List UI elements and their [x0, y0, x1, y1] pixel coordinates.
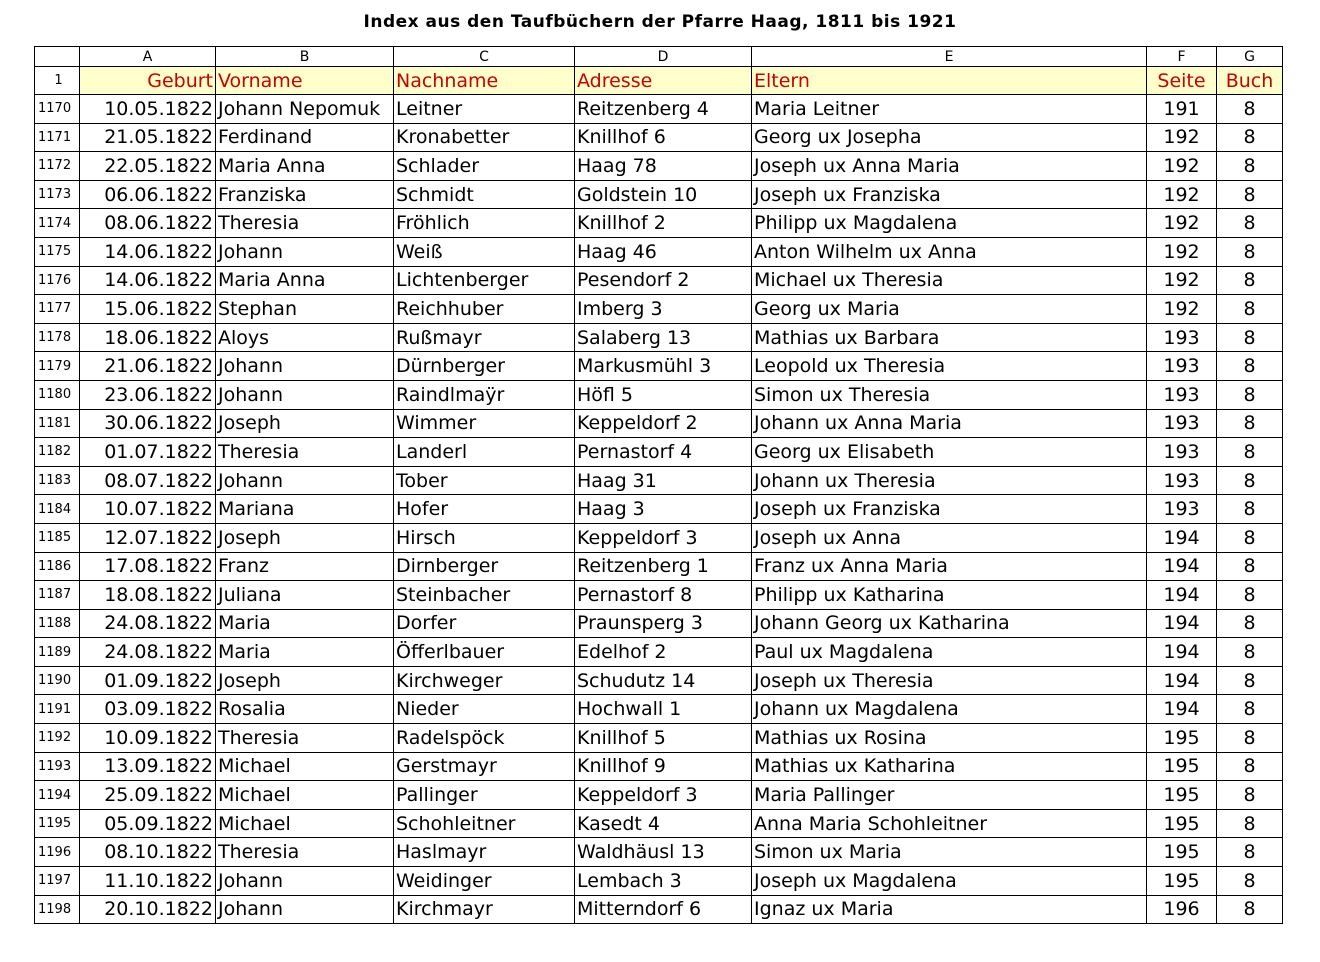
cell-buch[interactable]: 8 [1217, 609, 1283, 638]
cell-nachname[interactable]: Radelspöck [394, 724, 575, 753]
cell-nachname[interactable]: Kirchmayr [394, 895, 575, 924]
cell-buch[interactable]: 8 [1217, 666, 1283, 695]
table-row [35, 266, 1283, 295]
cell-adresse[interactable]: Reitzenberg 4 [575, 95, 752, 124]
cell-eltern[interactable]: Joseph ux Franziska [752, 180, 1147, 209]
cell-eltern[interactable]: Joseph ux Magdalena [752, 867, 1147, 896]
cell-nachname[interactable]: Dorfer [394, 609, 575, 638]
cell-vorname[interactable]: Michael [216, 781, 394, 810]
row-number[interactable]: 1179 [35, 352, 80, 381]
cell-adresse[interactable]: Pesendorf 2 [575, 266, 752, 295]
cell-nachname[interactable]: Steinbacher [394, 581, 575, 610]
cell-adresse[interactable]: Pernastorf 4 [575, 438, 752, 467]
row-number[interactable]: 1177 [35, 295, 80, 324]
cell-vorname[interactable]: Rosalia [216, 695, 394, 724]
cell-eltern[interactable]: Joseph ux Anna Maria [752, 152, 1147, 181]
row-number[interactable]: 1175 [35, 237, 80, 266]
cell-buch[interactable]: 8 [1217, 237, 1283, 266]
cell-buch[interactable]: 8 [1217, 523, 1283, 552]
cell-nachname[interactable]: Dirnberger [394, 552, 575, 581]
cell-adresse[interactable]: Edelhof 2 [575, 638, 752, 667]
header-seite[interactable]: Seite [1147, 67, 1217, 95]
cell-buch[interactable]: 8 [1217, 838, 1283, 867]
cell-vorname[interactable]: Theresia [216, 209, 394, 238]
cell-adresse[interactable]: Knillhof 2 [575, 209, 752, 238]
table-row [35, 409, 1283, 438]
cell-buch[interactable]: 8 [1217, 209, 1283, 238]
cell-buch[interactable]: 8 [1217, 552, 1283, 581]
cell-vorname[interactable]: Maria [216, 638, 394, 667]
cell-nachname[interactable]: Hirsch [394, 523, 575, 552]
cell-seite[interactable]: 195 [1147, 752, 1217, 781]
cell-buch[interactable]: 8 [1217, 752, 1283, 781]
cell-vorname[interactable]: Franziska [216, 180, 394, 209]
cell-eltern[interactable]: Mathias ux Barbara [752, 323, 1147, 352]
cell-geburt[interactable]: 14.06.1822 [80, 237, 216, 266]
cell-seite[interactable]: 194 [1147, 695, 1217, 724]
cell-vorname[interactable]: Mariana [216, 495, 394, 524]
cell-adresse[interactable]: Höfl 5 [575, 380, 752, 409]
column-header-d[interactable]: D [575, 47, 752, 67]
cell-geburt[interactable]: 08.07.1822 [80, 466, 216, 495]
row-number[interactable]: 1196 [35, 838, 80, 867]
table-row [35, 838, 1283, 867]
cell-seite[interactable]: 193 [1147, 466, 1217, 495]
cell-geburt[interactable]: 08.10.1822 [80, 838, 216, 867]
cell-adresse[interactable]: Haag 31 [575, 466, 752, 495]
table-row [35, 495, 1283, 524]
cell-seite[interactable]: 194 [1147, 666, 1217, 695]
cell-nachname[interactable]: Weidinger [394, 867, 575, 896]
cell-eltern[interactable]: Michael ux Theresia [752, 266, 1147, 295]
row-number[interactable]: 1190 [35, 666, 80, 695]
cell-nachname[interactable]: Schmidt [394, 180, 575, 209]
row-number[interactable]: 1192 [35, 724, 80, 753]
table-row [35, 552, 1283, 581]
cell-adresse[interactable]: Hochwall 1 [575, 695, 752, 724]
spreadsheet-table [34, 46, 1283, 924]
cell-vorname[interactable]: Theresia [216, 724, 394, 753]
cell-adresse[interactable]: Keppeldorf 3 [575, 523, 752, 552]
cell-geburt[interactable]: 14.06.1822 [80, 266, 216, 295]
cell-vorname[interactable]: Johann [216, 867, 394, 896]
cell-buch[interactable]: 8 [1217, 809, 1283, 838]
cell-vorname[interactable]: Johann [216, 895, 394, 924]
cell-seite[interactable]: 195 [1147, 781, 1217, 810]
table-row [35, 123, 1283, 152]
cell-buch[interactable]: 8 [1217, 295, 1283, 324]
header-vorname[interactable]: Vorname [216, 67, 394, 95]
cell-geburt[interactable]: 01.07.1822 [80, 438, 216, 467]
cell-eltern[interactable]: Philipp ux Katharina [752, 581, 1147, 610]
cell-buch[interactable]: 8 [1217, 466, 1283, 495]
cell-geburt[interactable]: 12.07.1822 [80, 523, 216, 552]
cell-geburt[interactable]: 10.07.1822 [80, 495, 216, 524]
cell-eltern[interactable]: Johann Georg ux Katharina [752, 609, 1147, 638]
cell-adresse[interactable]: Knillhof 9 [575, 752, 752, 781]
column-header-b[interactable]: B [216, 47, 394, 67]
table-row [35, 609, 1283, 638]
cell-nachname[interactable]: Fröhlich [394, 209, 575, 238]
row-number[interactable]: 1194 [35, 781, 80, 810]
column-header-a[interactable]: A [80, 47, 216, 67]
cell-seite[interactable]: 194 [1147, 609, 1217, 638]
cell-buch[interactable]: 8 [1217, 695, 1283, 724]
cell-vorname[interactable]: Johann [216, 380, 394, 409]
row-number[interactable]: 1195 [35, 809, 80, 838]
cell-geburt[interactable]: 10.05.1822 [80, 95, 216, 124]
cell-adresse[interactable]: Salaberg 13 [575, 323, 752, 352]
cell-vorname[interactable]: Johann [216, 237, 394, 266]
cell-geburt[interactable]: 22.05.1822 [80, 152, 216, 181]
cell-geburt[interactable]: 15.06.1822 [80, 295, 216, 324]
cell-adresse[interactable]: Keppeldorf 3 [575, 781, 752, 810]
cell-seite[interactable]: 194 [1147, 552, 1217, 581]
cell-geburt[interactable]: 24.08.1822 [80, 638, 216, 667]
cell-geburt[interactable]: 23.06.1822 [80, 380, 216, 409]
cell-seite[interactable]: 192 [1147, 237, 1217, 266]
row-number[interactable]: 1185 [35, 523, 80, 552]
cell-seite[interactable]: 192 [1147, 209, 1217, 238]
table-row [35, 895, 1283, 924]
cell-adresse[interactable]: Haag 46 [575, 237, 752, 266]
table-row [35, 152, 1283, 181]
cell-seite[interactable]: 194 [1147, 523, 1217, 552]
cell-eltern[interactable]: Anna Maria Schohleitner [752, 809, 1147, 838]
row-number[interactable]: 1197 [35, 867, 80, 896]
table-row [35, 237, 1283, 266]
table-row [35, 466, 1283, 495]
column-header-f[interactable]: F [1147, 47, 1217, 67]
cell-nachname[interactable]: Rußmayr [394, 323, 575, 352]
cell-vorname[interactable]: Juliana [216, 581, 394, 610]
cell-eltern[interactable]: Maria Pallinger [752, 781, 1147, 810]
cell-geburt[interactable]: 24.08.1822 [80, 609, 216, 638]
cell-geburt[interactable]: 03.09.1822 [80, 695, 216, 724]
cell-buch[interactable]: 8 [1217, 867, 1283, 896]
cell-adresse[interactable]: Kasedt 4 [575, 809, 752, 838]
cell-buch[interactable]: 8 [1217, 781, 1283, 810]
cell-adresse[interactable]: Knillhof 6 [575, 123, 752, 152]
cell-adresse[interactable]: Imberg 3 [575, 295, 752, 324]
header-eltern[interactable]: Eltern [752, 67, 1147, 95]
row-number[interactable]: 1191 [35, 695, 80, 724]
cell-eltern[interactable]: Franz ux Anna Maria [752, 552, 1147, 581]
cell-nachname[interactable]: Leitner [394, 95, 575, 124]
cell-vorname[interactable]: Maria Anna [216, 152, 394, 181]
column-header-e[interactable]: E [752, 47, 1147, 67]
cell-buch[interactable]: 8 [1217, 409, 1283, 438]
cell-adresse[interactable]: Goldstein 10 [575, 180, 752, 209]
cell-nachname[interactable]: Kirchweger [394, 666, 575, 695]
cell-vorname[interactable]: Maria Anna [216, 266, 394, 295]
cell-vorname[interactable]: Joseph [216, 409, 394, 438]
cell-buch[interactable]: 8 [1217, 724, 1283, 753]
cell-eltern[interactable]: Johann ux Magdalena [752, 695, 1147, 724]
cell-buch[interactable]: 8 [1217, 438, 1283, 467]
cell-buch[interactable]: 8 [1217, 323, 1283, 352]
cell-nachname[interactable]: Lichtenberger [394, 266, 575, 295]
row-number[interactable]: 1171 [35, 123, 80, 152]
row-number[interactable]: 1188 [35, 609, 80, 638]
cell-seite[interactable]: 195 [1147, 867, 1217, 896]
cell-seite[interactable]: 192 [1147, 123, 1217, 152]
cell-adresse[interactable]: Mitterndorf 6 [575, 895, 752, 924]
table-row [35, 180, 1283, 209]
cell-seite[interactable]: 193 [1147, 409, 1217, 438]
cell-adresse[interactable]: Reitzenberg 1 [575, 552, 752, 581]
cell-eltern[interactable]: Joseph ux Franziska [752, 495, 1147, 524]
cell-eltern[interactable]: Maria Leitner [752, 95, 1147, 124]
cell-buch[interactable]: 8 [1217, 895, 1283, 924]
cell-adresse[interactable]: Markusmühl 3 [575, 352, 752, 381]
cell-seite[interactable]: 193 [1147, 323, 1217, 352]
cell-adresse[interactable]: Praunsperg 3 [575, 609, 752, 638]
row-number[interactable]: 1198 [35, 895, 80, 924]
table-row [35, 352, 1283, 381]
table-row [35, 781, 1283, 810]
row-number[interactable]: 1181 [35, 409, 80, 438]
cell-nachname[interactable]: Öfferlbauer [394, 638, 575, 667]
cell-adresse[interactable]: Pernastorf 8 [575, 581, 752, 610]
cell-seite[interactable]: 193 [1147, 495, 1217, 524]
cell-buch[interactable]: 8 [1217, 638, 1283, 667]
cell-vorname[interactable]: Franz [216, 552, 394, 581]
cell-geburt[interactable]: 11.10.1822 [80, 867, 216, 896]
cell-eltern[interactable]: Ignaz ux Maria [752, 895, 1147, 924]
cell-eltern[interactable]: Paul ux Magdalena [752, 638, 1147, 667]
cell-seite[interactable]: 193 [1147, 352, 1217, 381]
table-row [35, 295, 1283, 324]
cell-buch[interactable]: 8 [1217, 352, 1283, 381]
cell-buch[interactable]: 8 [1217, 495, 1283, 524]
cell-eltern[interactable]: Georg ux Josepha [752, 123, 1147, 152]
cell-geburt[interactable]: 20.10.1822 [80, 895, 216, 924]
cell-nachname[interactable]: Raindlmaÿr [394, 380, 575, 409]
row-number[interactable]: 1182 [35, 438, 80, 467]
cell-seite[interactable]: 195 [1147, 838, 1217, 867]
cell-buch[interactable]: 8 [1217, 581, 1283, 610]
row-number[interactable]: 1180 [35, 380, 80, 409]
cell-buch[interactable]: 8 [1217, 152, 1283, 181]
cell-vorname[interactable]: Stephan [216, 295, 394, 324]
cell-nachname[interactable]: Kronabetter [394, 123, 575, 152]
cell-adresse[interactable]: Waldhäusl 13 [575, 838, 752, 867]
cell-eltern[interactable]: Philipp ux Magdalena [752, 209, 1147, 238]
cell-eltern[interactable]: Mathias ux Rosina [752, 724, 1147, 753]
cell-seite[interactable]: 192 [1147, 180, 1217, 209]
cell-vorname[interactable]: Joseph [216, 523, 394, 552]
corner-cell[interactable] [35, 47, 80, 67]
cell-seite[interactable]: 193 [1147, 380, 1217, 409]
table-row [35, 752, 1283, 781]
cell-adresse[interactable]: Knillhof 5 [575, 724, 752, 753]
row-number[interactable]: 1170 [35, 95, 80, 124]
cell-seite[interactable]: 194 [1147, 581, 1217, 610]
cell-buch[interactable]: 8 [1217, 266, 1283, 295]
cell-eltern[interactable]: Mathias ux Katharina [752, 752, 1147, 781]
row-number[interactable]: 1184 [35, 495, 80, 524]
cell-seite[interactable]: 192 [1147, 266, 1217, 295]
table-row [35, 809, 1283, 838]
cell-eltern[interactable]: Georg ux Elisabeth [752, 438, 1147, 467]
cell-eltern[interactable]: Georg ux Maria [752, 295, 1147, 324]
table-row [35, 380, 1283, 409]
column-letter-row [35, 47, 1283, 67]
table-row [35, 323, 1283, 352]
cell-vorname[interactable]: Theresia [216, 438, 394, 467]
row-number[interactable]: 1186 [35, 552, 80, 581]
row-number[interactable]: 1189 [35, 638, 80, 667]
cell-nachname[interactable]: Haslmayr [394, 838, 575, 867]
cell-eltern[interactable]: Anton Wilhelm ux Anna [752, 237, 1147, 266]
row-number[interactable]: 1172 [35, 152, 80, 181]
cell-eltern[interactable]: Johann ux Anna Maria [752, 409, 1147, 438]
cell-seite[interactable]: 196 [1147, 895, 1217, 924]
table-row [35, 695, 1283, 724]
cell-geburt[interactable]: 08.06.1822 [80, 209, 216, 238]
cell-geburt[interactable]: 13.09.1822 [80, 752, 216, 781]
table-row [35, 438, 1283, 467]
cell-geburt[interactable]: 18.06.1822 [80, 323, 216, 352]
cell-nachname[interactable]: Wimmer [394, 409, 575, 438]
cell-seite[interactable]: 195 [1147, 809, 1217, 838]
cell-eltern[interactable]: Johann ux Theresia [752, 466, 1147, 495]
cell-seite[interactable]: 195 [1147, 724, 1217, 753]
cell-geburt[interactable]: 30.06.1822 [80, 409, 216, 438]
cell-geburt[interactable]: 18.08.1822 [80, 581, 216, 610]
row-number[interactable]: 1187 [35, 581, 80, 610]
table-row [35, 666, 1283, 695]
cell-geburt[interactable]: 05.09.1822 [80, 809, 216, 838]
row-number[interactable]: 1176 [35, 266, 80, 295]
header-nachname[interactable]: Nachname [394, 67, 575, 95]
cell-geburt[interactable]: 01.09.1822 [80, 666, 216, 695]
cell-vorname[interactable]: Ferdinand [216, 123, 394, 152]
cell-nachname[interactable]: Weiß [394, 237, 575, 266]
cell-seite[interactable]: 192 [1147, 295, 1217, 324]
cell-nachname[interactable]: Dürnberger [394, 352, 575, 381]
header-buch[interactable]: Buch [1217, 67, 1283, 95]
cell-vorname[interactable]: Michael [216, 752, 394, 781]
cell-vorname[interactable]: Michael [216, 809, 394, 838]
page-title: Index aus den Taufbüchern der Pfarre Haag, 1811 bis 1921 [363, 12, 957, 32]
cell-nachname[interactable]: Gerstmayr [394, 752, 575, 781]
cell-eltern[interactable]: Joseph ux Theresia [752, 666, 1147, 695]
cell-seite[interactable]: 193 [1147, 438, 1217, 467]
cell-eltern[interactable]: Simon ux Theresia [752, 380, 1147, 409]
row-number[interactable]: 1183 [35, 466, 80, 495]
cell-nachname[interactable]: Landerl [394, 438, 575, 467]
cell-seite[interactable]: 192 [1147, 152, 1217, 181]
cell-adresse[interactable]: Haag 78 [575, 152, 752, 181]
table-row [35, 209, 1283, 238]
cell-nachname[interactable]: Schlader [394, 152, 575, 181]
cell-vorname[interactable]: Theresia [216, 838, 394, 867]
cell-seite[interactable]: 191 [1147, 95, 1217, 124]
cell-nachname[interactable]: Schohleitner [394, 809, 575, 838]
cell-adresse[interactable]: Haag 3 [575, 495, 752, 524]
cell-nachname[interactable]: Nieder [394, 695, 575, 724]
table-row [35, 638, 1283, 667]
cell-vorname[interactable]: Maria [216, 609, 394, 638]
row-number[interactable]: 1193 [35, 752, 80, 781]
cell-geburt[interactable]: 21.05.1822 [80, 123, 216, 152]
column-header-g[interactable]: G [1217, 47, 1283, 67]
table-row [35, 95, 1283, 124]
cell-buch[interactable]: 8 [1217, 180, 1283, 209]
table-row [35, 523, 1283, 552]
cell-vorname[interactable]: Joseph [216, 666, 394, 695]
cell-vorname[interactable]: Johann [216, 466, 394, 495]
column-header-c[interactable]: C [394, 47, 575, 67]
row-number[interactable]: 1173 [35, 180, 80, 209]
cell-nachname[interactable]: Tober [394, 466, 575, 495]
cell-vorname[interactable]: Johann [216, 352, 394, 381]
cell-eltern[interactable]: Joseph ux Anna [752, 523, 1147, 552]
cell-eltern[interactable]: Leopold ux Theresia [752, 352, 1147, 381]
table-row [35, 581, 1283, 610]
cell-nachname[interactable]: Hofer [394, 495, 575, 524]
row-number[interactable]: 1 [35, 67, 80, 95]
cell-adresse[interactable]: Lembach 3 [575, 867, 752, 896]
cell-geburt[interactable]: 21.06.1822 [80, 352, 216, 381]
cell-geburt[interactable]: 25.09.1822 [80, 781, 216, 810]
cell-adresse[interactable]: Keppeldorf 2 [575, 409, 752, 438]
cell-vorname[interactable]: Johann Nepomuk [216, 95, 394, 124]
cell-buch[interactable]: 8 [1217, 380, 1283, 409]
cell-buch[interactable]: 8 [1217, 95, 1283, 124]
cell-vorname[interactable]: Aloys [216, 323, 394, 352]
table-row [35, 724, 1283, 753]
cell-nachname[interactable]: Pallinger [394, 781, 575, 810]
cell-geburt[interactable]: 17.08.1822 [80, 552, 216, 581]
cell-nachname[interactable]: Reichhuber [394, 295, 575, 324]
row-number[interactable]: 1174 [35, 209, 80, 238]
cell-adresse[interactable]: Schudutz 14 [575, 666, 752, 695]
header-adresse[interactable]: Adresse [575, 67, 752, 95]
cell-eltern[interactable]: Simon ux Maria [752, 838, 1147, 867]
cell-seite[interactable]: 194 [1147, 638, 1217, 667]
cell-geburt[interactable]: 10.09.1822 [80, 724, 216, 753]
cell-geburt[interactable]: 06.06.1822 [80, 180, 216, 209]
cell-buch[interactable]: 8 [1217, 123, 1283, 152]
field-header-row [35, 67, 1283, 95]
header-geburt[interactable]: Geburt [80, 67, 216, 95]
table-row [35, 867, 1283, 896]
row-number[interactable]: 1178 [35, 323, 80, 352]
